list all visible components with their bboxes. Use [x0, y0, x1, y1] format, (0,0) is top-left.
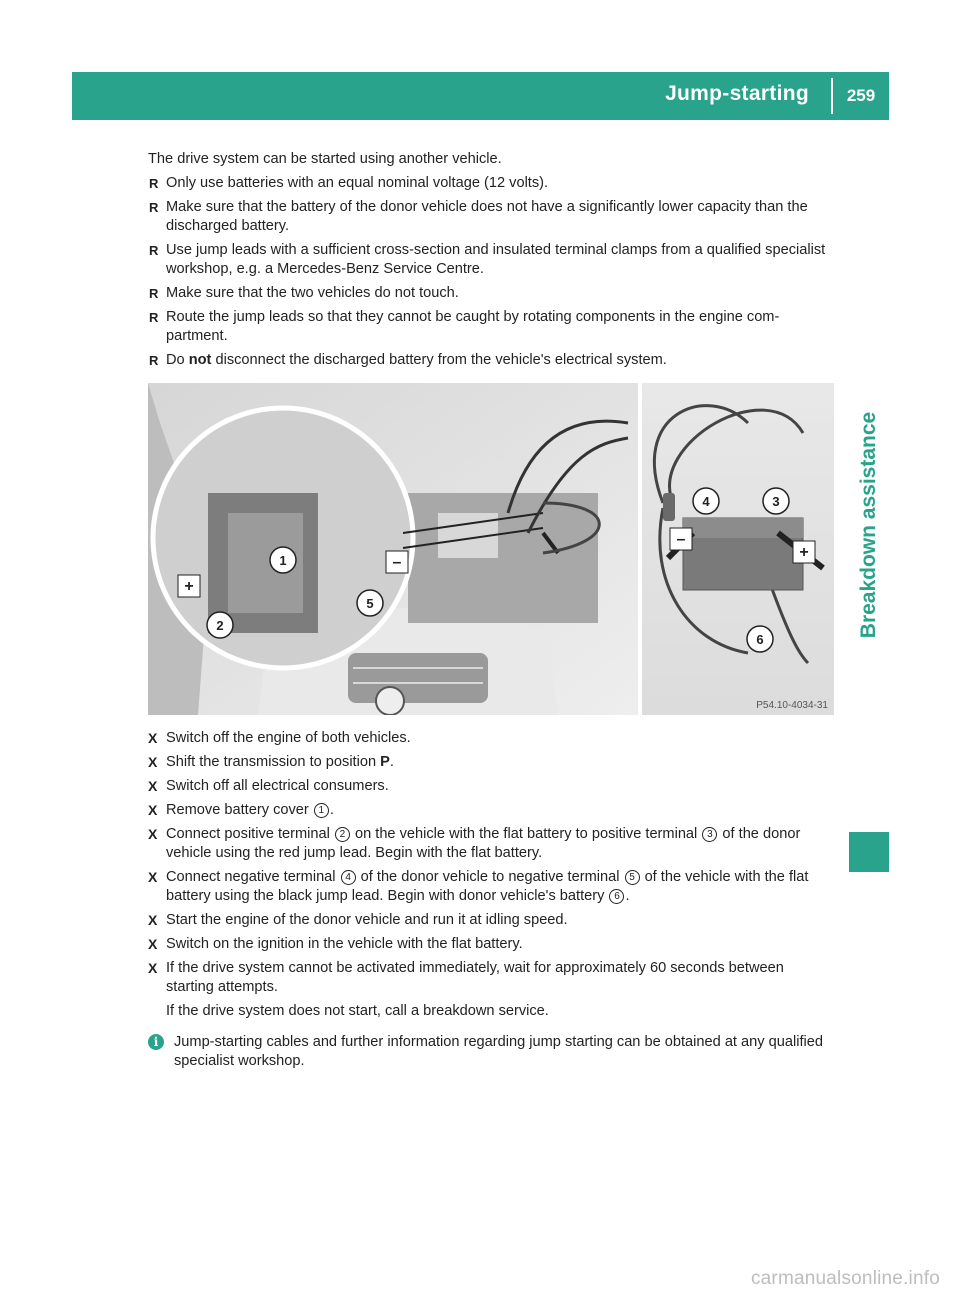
list-item: R Do not disconnect the discharged battery from the vehicle's electrical system.: [149, 352, 667, 368]
positive-terminal-label: +: [184, 578, 194, 595]
callout-ref: 1: [314, 803, 329, 818]
step-arrow-icon: X: [148, 826, 158, 842]
info-note: [148, 1033, 834, 1071]
callout-3: 3: [772, 494, 780, 509]
instruction-step: X Start the engine of the donor vehicle and run it at idling speed.: [148, 912, 568, 928]
instruction-step: X Switch off all electrical consumers.: [148, 778, 389, 794]
callout-ref: 4: [341, 870, 356, 885]
callout-6: 6: [756, 632, 764, 647]
list-item: R Make sure that the two vehicles do not touch.: [149, 285, 459, 301]
page-number: 259: [846, 86, 876, 105]
bullet-icon: R: [149, 200, 159, 215]
figure-code: P54.10-4034-31: [756, 700, 828, 711]
watermark: carmanualsonline.info: [750, 1268, 940, 1289]
step-arrow-icon: X: [148, 960, 158, 976]
callout-2: 2: [216, 618, 224, 633]
callout-1: 1: [279, 553, 287, 568]
callout-ref: 3: [702, 827, 717, 842]
instruction-step: X Remove battery cover 1 .: [148, 802, 334, 818]
side-tab: [849, 320, 889, 730]
negative-terminal-label: –: [392, 554, 402, 571]
callout-ref: 6: [609, 889, 624, 904]
bullet-icon: R: [149, 310, 159, 325]
step-arrow-icon: X: [148, 730, 158, 746]
step-arrow-icon: X: [148, 754, 158, 770]
bullet-icon: R: [149, 176, 159, 191]
callout-ref: 2: [335, 827, 350, 842]
list-item: R Only use batteries with an equal nominal voltage (12 volts).: [149, 175, 549, 191]
step-arrow-icon: X: [148, 802, 158, 818]
bullet-icon: R: [149, 286, 159, 301]
callout-5: 5: [366, 596, 374, 611]
note-text: Jump-starting cables and further information regarding jump starting can be obtained at any qualified specialist workshop.: [174, 1034, 823, 1069]
instruction-step: X Switch on the ignition in the vehicle with the flat battery.: [148, 936, 523, 952]
grille: [348, 653, 488, 703]
instruction-step: X Shift the transmission to position P.: [148, 754, 394, 770]
info-icon: i: [148, 1034, 164, 1050]
donor-positive-label: +: [799, 544, 809, 561]
step-arrow-icon: X: [148, 778, 158, 794]
content: [148, 150, 834, 1071]
side-tab-marker: [849, 832, 889, 872]
instruction-step: X Connect positive terminal 2 on the vehicle with the flat battery to positive terminal 3 of the donor vehicle using the red jump lead. Begin with the flat battery.: [148, 826, 801, 861]
list-item: R Route the jump leads so that they cannot be caught by rotating components in the engine com- partment.: [149, 309, 780, 344]
step-arrow-icon: X: [148, 912, 158, 928]
bullet-icon: R: [149, 243, 159, 258]
star-emblem-icon: [376, 687, 404, 715]
callout-ref: 5: [625, 870, 640, 885]
bullet-icon: R: [149, 353, 159, 368]
step-arrow-icon: X: [148, 936, 158, 952]
side-tab-label: Breakdown assistance: [857, 411, 880, 639]
instruction-step: X If the drive system cannot be activated immediately, wait for approximately 60 seconds between starting attempts.: [148, 960, 784, 995]
list-item: R Use jump leads with a sufficient cross-section and insulated terminal clamps from a qualified specialist workshop, e.g. a Mercedes-Benz Service Centre.: [149, 242, 826, 277]
page-title: Jump-starting: [665, 82, 809, 105]
instruction-step: X Connect negative terminal 4 of the donor vehicle to negative terminal 5 of the vehicle with the flat battery using the black jump lead. Begin with donor vehicle's battery 6 .: [148, 869, 809, 904]
callout-4: 4: [702, 494, 710, 509]
intro-text: The drive system can be started using another vehicle.: [148, 151, 502, 167]
header-band: [72, 72, 889, 120]
step-arrow-icon: X: [148, 869, 158, 885]
followup-text: If the drive system does not start, call a breakdown service.: [166, 1003, 549, 1019]
jump-start-illustration: [148, 383, 834, 715]
donor-negative-label: –: [676, 531, 686, 548]
precaution-list: [148, 174, 834, 370]
instruction-step: X Switch off the engine of both vehicles.: [148, 730, 411, 746]
instruction-steps: [148, 729, 834, 997]
illustration-svg: [148, 383, 834, 715]
list-item: R Make sure that the battery of the donor vehicle does not have a significantly lower capacity than the discharged battery.: [149, 199, 808, 234]
